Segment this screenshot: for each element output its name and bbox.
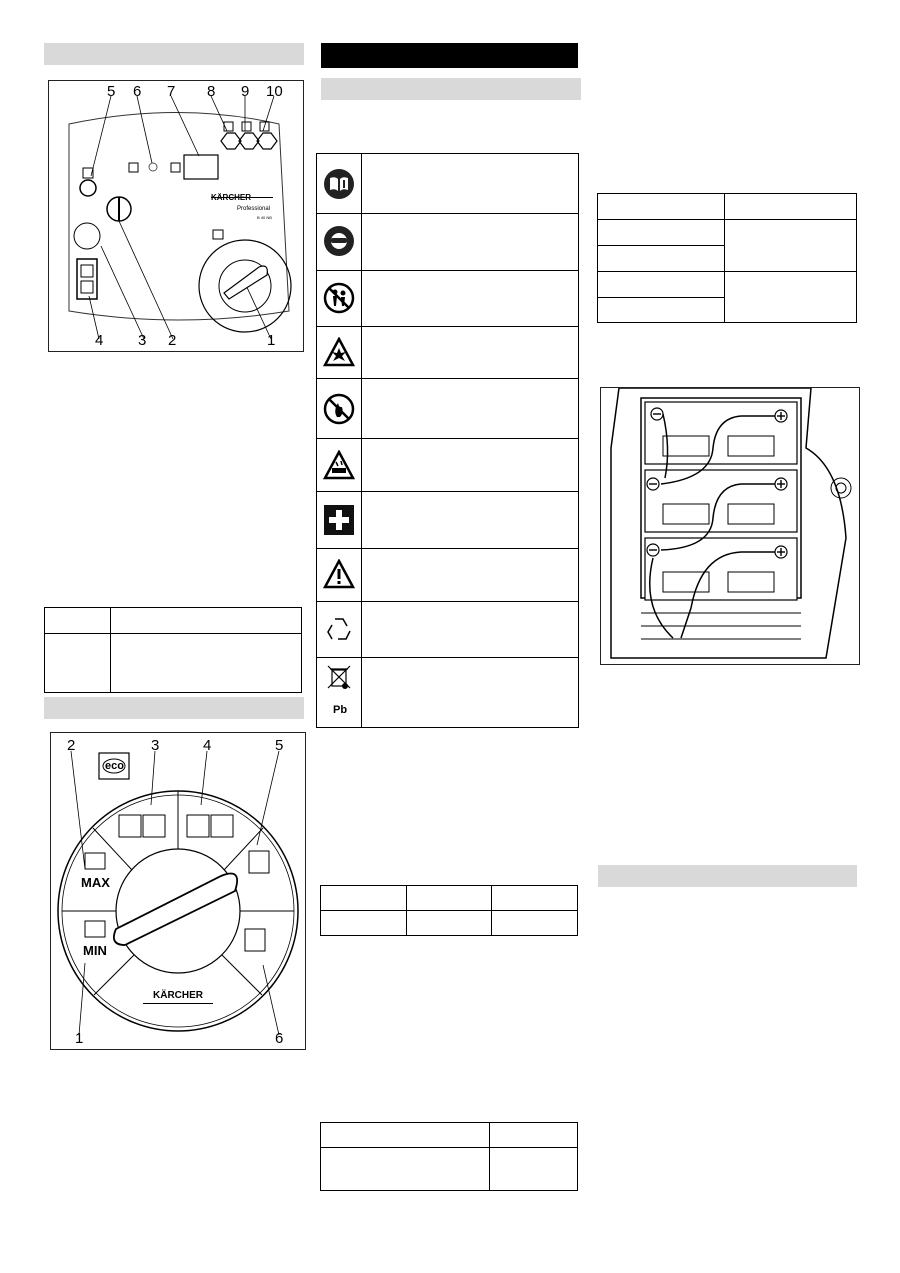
callout-6: 6 <box>275 1030 284 1047</box>
recycle-icon <box>323 613 355 645</box>
acid-burn-icon <box>323 450 355 480</box>
callout-5: 5 <box>275 737 284 754</box>
battery-compartment-figure <box>600 387 860 665</box>
control-panel-figure <box>48 80 304 352</box>
first-aid-icon <box>323 504 355 536</box>
eco-label: eco <box>105 760 124 772</box>
right-table <box>597 193 857 323</box>
callout-4: 4 <box>203 737 212 754</box>
pb-label: Pb <box>333 704 348 716</box>
brand-logo-text: KÄRCHER <box>153 990 203 1001</box>
callout-2: 2 <box>168 332 177 349</box>
brand-logo <box>211 187 273 202</box>
crossed-bin-icon <box>323 664 355 700</box>
no-fire-icon <box>323 393 355 425</box>
callout-3: 3 <box>151 737 160 754</box>
callout-3: 3 <box>138 332 147 349</box>
callout-4: 4 <box>95 332 104 349</box>
callout-2: 2 <box>67 737 76 754</box>
callout-8: 8 <box>207 83 216 100</box>
battery-wiring-drawing <box>601 388 859 664</box>
section-header-bar <box>598 865 857 887</box>
chapter-header-bar <box>321 43 578 68</box>
callout-6: 6 <box>133 83 142 100</box>
book-info-icon <box>323 168 355 200</box>
callout-10: 10 <box>266 83 283 100</box>
callout-9: 9 <box>241 83 250 100</box>
callout-5: 5 <box>107 83 116 100</box>
callout-1: 1 <box>267 332 276 349</box>
section-header-bar <box>44 697 304 719</box>
section-header-bar <box>44 43 304 65</box>
selector-dial-figure <box>50 732 306 1050</box>
brand-logo <box>143 985 213 1004</box>
middle-table-2 <box>320 1122 578 1191</box>
model-name: B 40 NB <box>257 215 272 220</box>
left-table <box>44 607 302 693</box>
brand-logo-text: KÄRCHER <box>211 193 251 202</box>
eye-protection-icon <box>323 225 355 257</box>
keep-children-away-icon <box>323 282 355 314</box>
callout-7: 7 <box>167 83 176 100</box>
max-label: MAX <box>81 875 110 890</box>
section-header-bar <box>321 78 581 100</box>
min-label: MIN <box>83 943 107 958</box>
callout-1: 1 <box>75 1030 84 1047</box>
product-name: Professional <box>237 206 271 212</box>
safety-symbols-table <box>316 153 579 728</box>
explosion-warning-icon <box>323 337 355 367</box>
warning-triangle-icon <box>323 559 355 589</box>
middle-table-1 <box>320 885 578 936</box>
